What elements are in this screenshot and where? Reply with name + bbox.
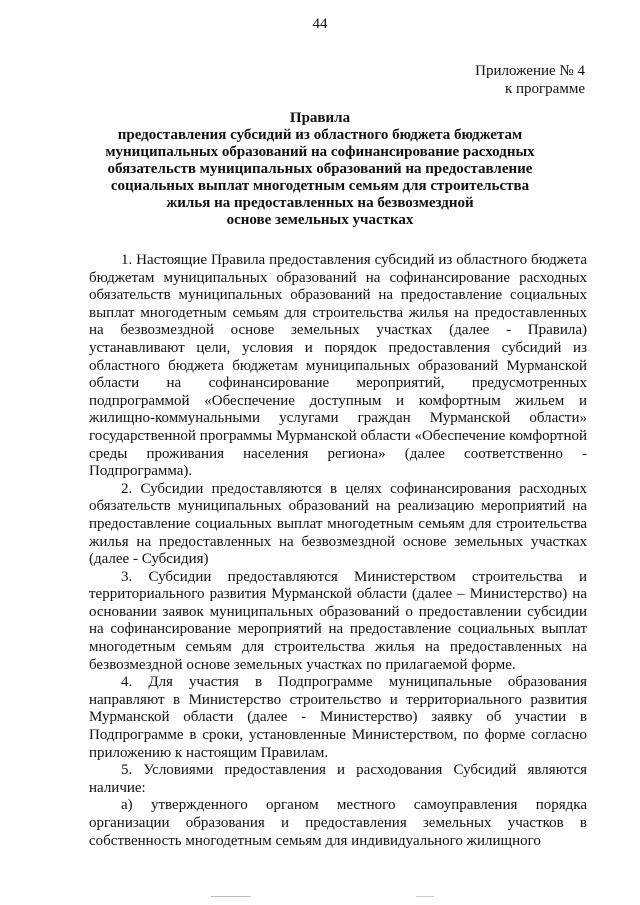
paragraph-2: 2. Субсидии предоставляются в целях софинансирования расходных обязательств муниципальных образований на реализацию мероприятий на предоставление социальных выплат многодетным семьям для строительства жилья на предоставленных на безвозмездной основе земельных участках (далее - Субсидия): [89, 480, 587, 568]
paragraph-4: 4. Для участия в Подпрограмме муниципальные образования направляют в Министерство строительство и территориального развития Мурманской области (далее - Министерство) заявку об участии в Подпрограмме в сроки, установленные Министерством, по форме согласно приложению к настоящим Правилам.: [89, 674, 587, 761]
document-body: [89, 252, 587, 850]
title-line: основе земельных участках: [226, 212, 414, 228]
title-line: предоставления субсидий из областного бюджета бюджетам: [117, 127, 523, 143]
page-number: 44: [312, 16, 328, 32]
appendix-reference: [475, 62, 585, 98]
title-line: обязательств муниципальных образований на предоставление: [107, 161, 533, 177]
paragraph-3: 3. Субсидии предоставляются Министерством строительства и территориального развития Мурманской области (далее – Министерство) на основании заявок муниципальных образований о предоставлении субсидии на софинансирование мероприятий на предоставление социальных выплат многодетным семьям для строительства жилья на предоставленных на безвозмездной основе земельных участках по прилагаемой форме.: [89, 568, 587, 673]
scan-artifact: [211, 896, 251, 897]
document-title: [0, 110, 640, 229]
paragraph-1: 1. Настоящие Правила предоставления субсидий из областного бюджета бюджетам муниципальных образований на софинансирование расходных обязательств муниципальных образований на предоставление социальных выплат многодетным семьям для строительства жилья на предоставленных на безвозмездной основе земельных участках (далее - Правила) устанавливают цели, условия и порядок предоставления субсидий из областного бюджета бюджетам муниципальных образований Мурманской области на софинансирование мероприятий, предусмотренных подпрограммой «Обеспечение доступным и комфортным жильем и жилищно-коммунальными услугами граждан Мурманской области» государственной программы Мурманской области «Обеспечение комфортной среды проживания населения региона» (далее соответственно - Подпрограмма).: [89, 252, 587, 480]
title-line: жилья на предоставленных на безвозмездной: [166, 195, 474, 211]
appendix-number: Приложение № 4: [475, 63, 585, 79]
title-heading: Правила: [289, 110, 351, 126]
paragraph-5: 5. Условиями предоставления и расходования Субсидий являются наличие:: [89, 762, 587, 796]
clause-a: а) утвержденного органом местного самоуправления порядка организации образования и предоставления земельных участков в собственность многодетным семьям для индивидуального жилищного: [89, 797, 587, 849]
appendix-program: к программе: [504, 81, 585, 97]
title-line: муниципальных образований на софинансирование расходных: [105, 144, 535, 160]
scan-artifact: [416, 896, 434, 897]
title-line: социальных выплат многодетным семьям для строительства: [110, 178, 530, 194]
